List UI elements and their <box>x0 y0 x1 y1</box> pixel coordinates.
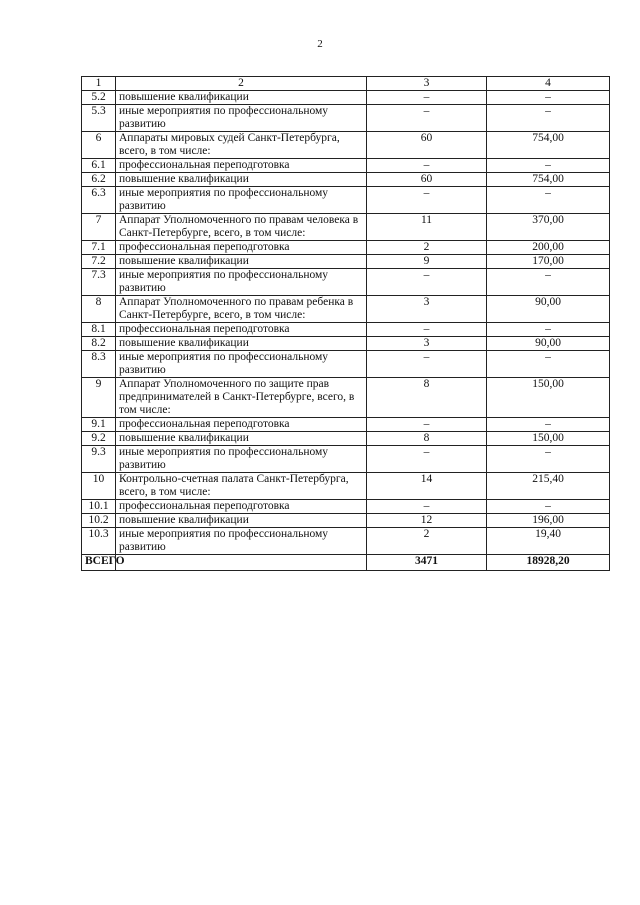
row-count: – <box>367 159 487 173</box>
row-number: 10.3 <box>82 528 116 555</box>
row-number: 10.1 <box>82 500 116 514</box>
table-row <box>82 187 610 214</box>
row-name: Аппарат Уполномоченного по правам ребенка в Санкт-Петербурге, всего, в том числе: <box>116 296 367 323</box>
row-amount: 754,00 <box>487 132 610 159</box>
table-row <box>82 378 610 418</box>
header-row <box>82 77 610 91</box>
row-amount: – <box>487 351 610 378</box>
row-count: – <box>367 269 487 296</box>
row-name: Аппарат Уполномоченного по защите прав предпринимателей в Санкт-Петербурге, всего, в том числе: <box>116 378 367 418</box>
header-cell-3: 3 <box>367 77 487 91</box>
row-name: иные мероприятия по профессиональному развитию <box>116 269 367 296</box>
row-amount: 215,40 <box>487 473 610 500</box>
row-amount: – <box>487 446 610 473</box>
table-row <box>82 173 610 187</box>
row-name: профессиональная переподготовка <box>116 159 367 173</box>
row-count: – <box>367 105 487 132</box>
row-number: 5.3 <box>82 105 116 132</box>
row-amount: – <box>487 269 610 296</box>
row-count: – <box>367 351 487 378</box>
page-number: 2 <box>317 38 323 50</box>
table-row <box>82 214 610 241</box>
row-number: 9.1 <box>82 418 116 432</box>
row-name: повышение квалификации <box>116 255 367 269</box>
table-row <box>82 514 610 528</box>
row-number: 7 <box>82 214 116 241</box>
row-name: иные мероприятия по профессиональному развитию <box>116 187 367 214</box>
header-cell-4: 4 <box>487 77 610 91</box>
row-name: иные мероприятия по профессиональному развитию <box>116 528 367 555</box>
row-amount: – <box>487 500 610 514</box>
row-amount: 196,00 <box>487 514 610 528</box>
row-count: 12 <box>367 514 487 528</box>
row-count: – <box>367 323 487 337</box>
row-name: повышение квалификации <box>116 337 367 351</box>
row-count: 60 <box>367 173 487 187</box>
row-amount: 90,00 <box>487 337 610 351</box>
row-name: иные мероприятия по профессиональному развитию <box>116 351 367 378</box>
header-cell-1: 1 <box>82 77 116 91</box>
row-amount: 370,00 <box>487 214 610 241</box>
row-name: повышение квалификации <box>116 432 367 446</box>
row-name: Контрольно-счетная палата Санкт-Петербурга, всего, в том числе: <box>116 473 367 500</box>
row-number: 7.2 <box>82 255 116 269</box>
row-number: 6.2 <box>82 173 116 187</box>
total-row <box>82 555 610 571</box>
row-amount: 200,00 <box>487 241 610 255</box>
row-number: 9.2 <box>82 432 116 446</box>
header-cell-2: 2 <box>116 77 367 91</box>
table-row <box>82 337 610 351</box>
table-row <box>82 351 610 378</box>
row-number: 9.3 <box>82 446 116 473</box>
row-count: 8 <box>367 432 487 446</box>
row-name: профессиональная переподготовка <box>116 418 367 432</box>
row-name: повышение квалификации <box>116 91 367 105</box>
row-amount: – <box>487 418 610 432</box>
row-number: 7.1 <box>82 241 116 255</box>
row-count: – <box>367 500 487 514</box>
row-amount: 90,00 <box>487 296 610 323</box>
table-row <box>82 132 610 159</box>
table-row <box>82 446 610 473</box>
total-amount: 18928,20 <box>487 555 610 571</box>
row-name: профессиональная переподготовка <box>116 323 367 337</box>
row-number: 6.1 <box>82 159 116 173</box>
row-name: Аппараты мировых судей Санкт-Петербурга, всего, в том числе: <box>116 132 367 159</box>
table-row <box>82 500 610 514</box>
row-number: 8.1 <box>82 323 116 337</box>
table-row <box>82 241 610 255</box>
table-row <box>82 296 610 323</box>
row-count: 3 <box>367 337 487 351</box>
row-count: 60 <box>367 132 487 159</box>
table-row <box>82 269 610 296</box>
row-name: повышение квалификации <box>116 173 367 187</box>
row-count: – <box>367 446 487 473</box>
row-amount: – <box>487 159 610 173</box>
table-row <box>82 528 610 555</box>
row-amount: 150,00 <box>487 432 610 446</box>
row-count: 2 <box>367 241 487 255</box>
row-amount: 754,00 <box>487 173 610 187</box>
row-number: 10 <box>82 473 116 500</box>
row-count: 3 <box>367 296 487 323</box>
row-name: иные мероприятия по профессиональному развитию <box>116 446 367 473</box>
row-name: профессиональная переподготовка <box>116 500 367 514</box>
row-count: 9 <box>367 255 487 269</box>
row-name: иные мероприятия по профессиональному развитию <box>116 105 367 132</box>
total-spacer <box>116 555 367 571</box>
row-amount: – <box>487 91 610 105</box>
row-number: 7.3 <box>82 269 116 296</box>
row-count: 8 <box>367 378 487 418</box>
row-number: 6 <box>82 132 116 159</box>
row-number: 8.2 <box>82 337 116 351</box>
row-number: 6.3 <box>82 187 116 214</box>
row-amount: – <box>487 105 610 132</box>
table-row <box>82 255 610 269</box>
row-amount: 150,00 <box>487 378 610 418</box>
table-row <box>82 159 610 173</box>
row-amount: – <box>487 323 610 337</box>
total-count: 3471 <box>367 555 487 571</box>
table-row <box>82 432 610 446</box>
row-number: 10.2 <box>82 514 116 528</box>
row-name: профессиональная переподготовка <box>116 241 367 255</box>
row-name: повышение квалификации <box>116 514 367 528</box>
row-number: 8 <box>82 296 116 323</box>
total-label: ВСЕГО <box>82 555 116 571</box>
row-count: 14 <box>367 473 487 500</box>
row-number: 5.2 <box>82 91 116 105</box>
row-count: 2 <box>367 528 487 555</box>
row-number: 9 <box>82 378 116 418</box>
row-amount: – <box>487 187 610 214</box>
row-amount: 19,40 <box>487 528 610 555</box>
table-row <box>82 91 610 105</box>
table-row <box>82 323 610 337</box>
table-row <box>82 418 610 432</box>
row-count: – <box>367 91 487 105</box>
row-amount: 170,00 <box>487 255 610 269</box>
row-name: Аппарат Уполномоченного по правам человека в Санкт-Петербурге, всего, в том числе: <box>116 214 367 241</box>
row-count: – <box>367 418 487 432</box>
row-count: – <box>367 187 487 214</box>
training-table <box>81 76 610 571</box>
row-number: 8.3 <box>82 351 116 378</box>
row-count: 11 <box>367 214 487 241</box>
table-row <box>82 473 610 500</box>
table-row <box>82 105 610 132</box>
